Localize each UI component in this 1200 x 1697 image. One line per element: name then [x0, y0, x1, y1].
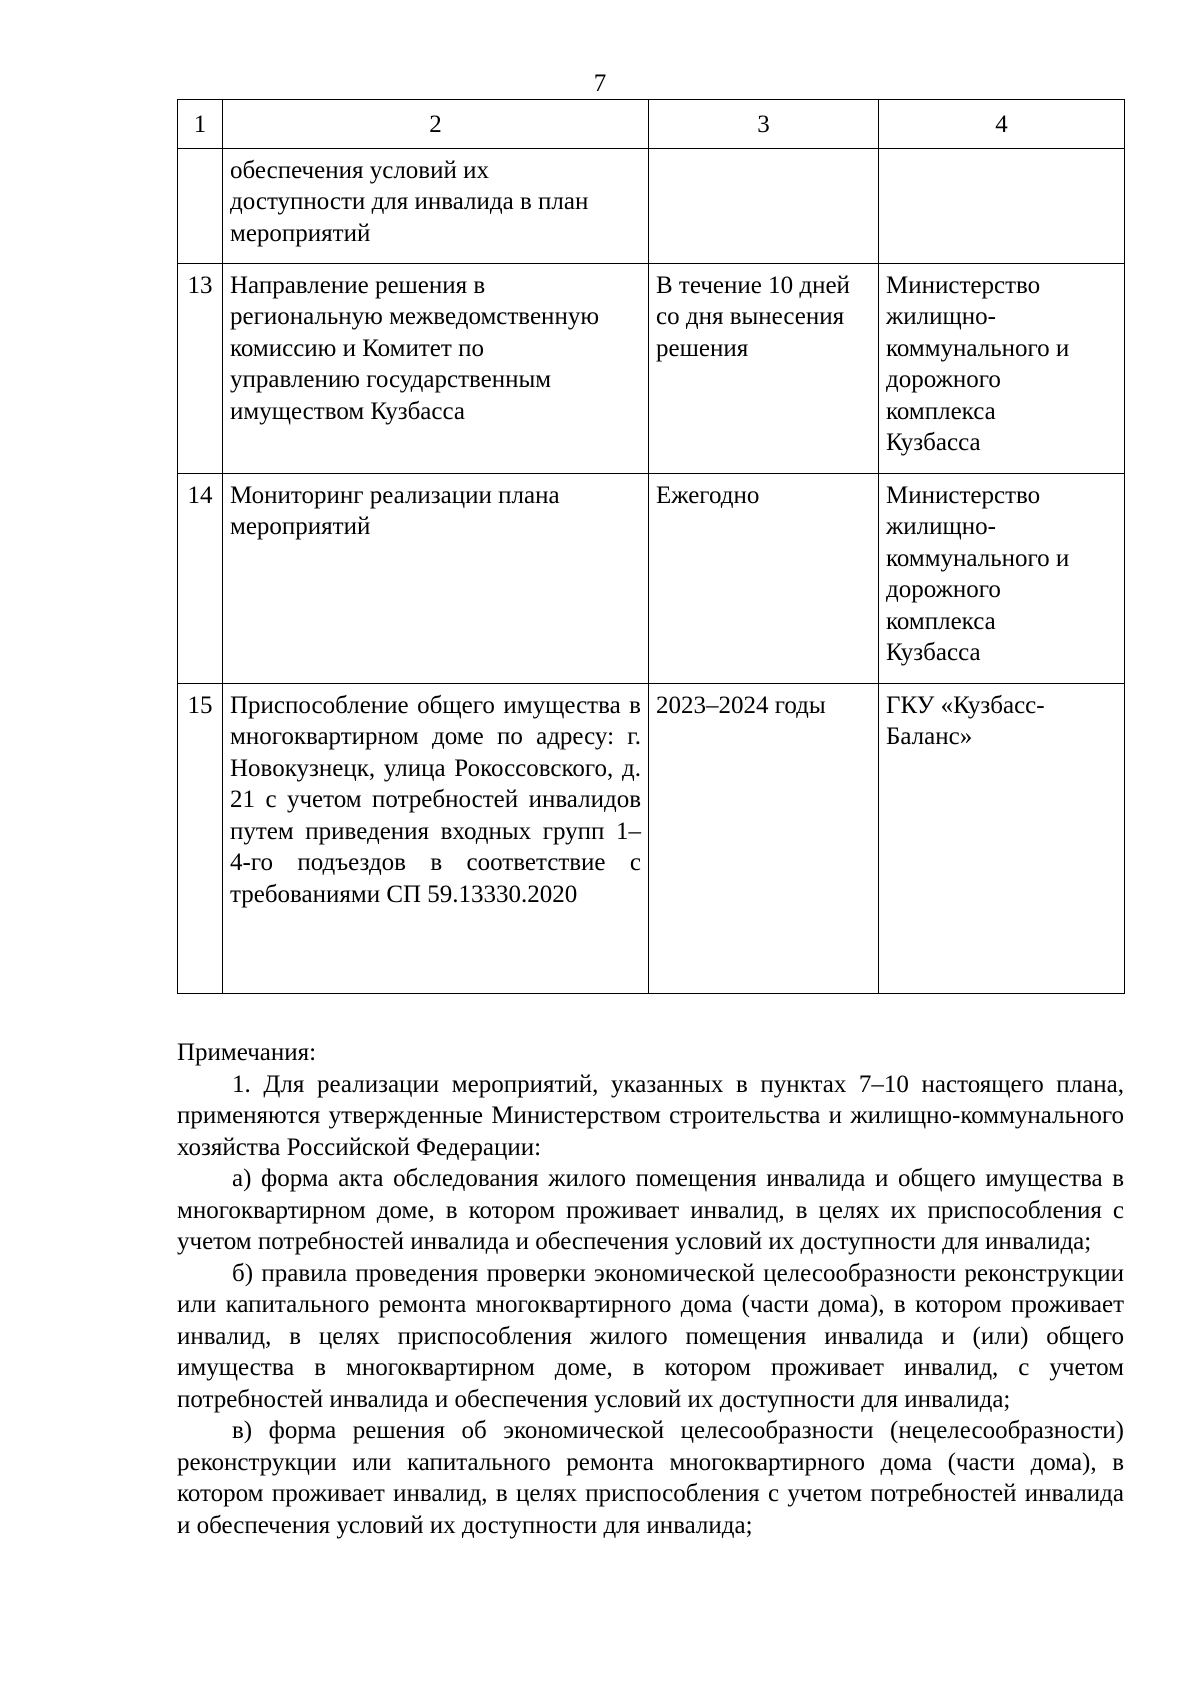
row-number: 14 [178, 473, 223, 683]
responsible-cell: ГКУ «Кузбасс- Баланс» [879, 683, 1125, 993]
note-paragraph: а) форма акта обследования жилого помещения инвалида и общего имущества в многоквартирном доме, в котором проживает инвалид, в целях их приспособления с учетом потребностей инвалида и обеспечения условий их доступности для инвалида; [177, 1165, 1124, 1255]
table-row [178, 683, 1125, 993]
header-cell-3: 3 [649, 100, 879, 149]
note-paragraph: в) форма решения об экономической целесообразности (нецелесообразности) реконструкции или капитального ремонта многоквартирного дома (части дома), в котором проживает инвалид, в целях приспособления с учетом потребностей инвалида и обеспечения условий их доступности для инвалида; [177, 1417, 1124, 1539]
term-cell [649, 148, 879, 263]
table-row [178, 148, 1125, 263]
notes-section [177, 1037, 1124, 1541]
term-cell: Ежегодно [649, 473, 879, 683]
table-header-row [178, 100, 1125, 149]
note-paragraph: б) правила проведения проверки экономической целесообразности реконструкции или капитального ремонта многоквартирного дома (части дома), в котором проживает инвалид, в целях приспособления жилого помещения инвалида и (или) общего имущества в многоквартирном доме, в котором проживает инвалид, с учетом потребностей инвалида и обеспечения условий их доступности для инвалида; [177, 1259, 1124, 1413]
action-cell: обеспечения условий их доступности для инвалида в план мероприятий [223, 148, 649, 263]
action-cell: Приспособление общего имущества в многоквартирном доме по адресу: г. Новокузнецк, улица Рокоссовского, д. 21 с учетом потребностей инвалидов путем приведения входных групп 1– 4-го подъездов в соответствие с требованиями СП 59.13330.2020 [223, 683, 649, 993]
term-cell: В течение 10 дней со дня вынесения решения [649, 263, 879, 473]
plan-table [177, 99, 1125, 994]
term-cell: 2023–2024 годы [649, 683, 879, 993]
table-row [178, 473, 1125, 683]
notes-title: Примечания: [177, 1039, 317, 1066]
row-number: 15 [178, 683, 223, 993]
responsible-cell: Министерство жилищно- коммунального и дорожного комплекса Кузбасса [879, 263, 1125, 473]
action-cell: Мониторинг реализации плана мероприятий [223, 473, 649, 683]
row-number: 13 [178, 263, 223, 473]
action-cell: Направление решения в региональную межведомственную комиссию и Комитет по управлению государственным имуществом Кузбасса [223, 263, 649, 473]
row-number [178, 148, 223, 263]
note-paragraph: 1. Для реализации мероприятий, указанных в пунктах 7–10 настоящего плана, применяются утвержденные Министерством строительства и жилищно-коммунального хозяйства Российской Федерации: [177, 1070, 1124, 1161]
header-cell-1: 1 [178, 100, 223, 149]
table-row [178, 263, 1125, 473]
header-cell-2: 2 [223, 100, 649, 149]
header-cell-4: 4 [879, 100, 1125, 149]
page-number: 7 [593, 70, 607, 97]
responsible-cell: Министерство жилищно- коммунального и дорожного комплекса Кузбасса [879, 473, 1125, 683]
responsible-cell [879, 148, 1125, 263]
